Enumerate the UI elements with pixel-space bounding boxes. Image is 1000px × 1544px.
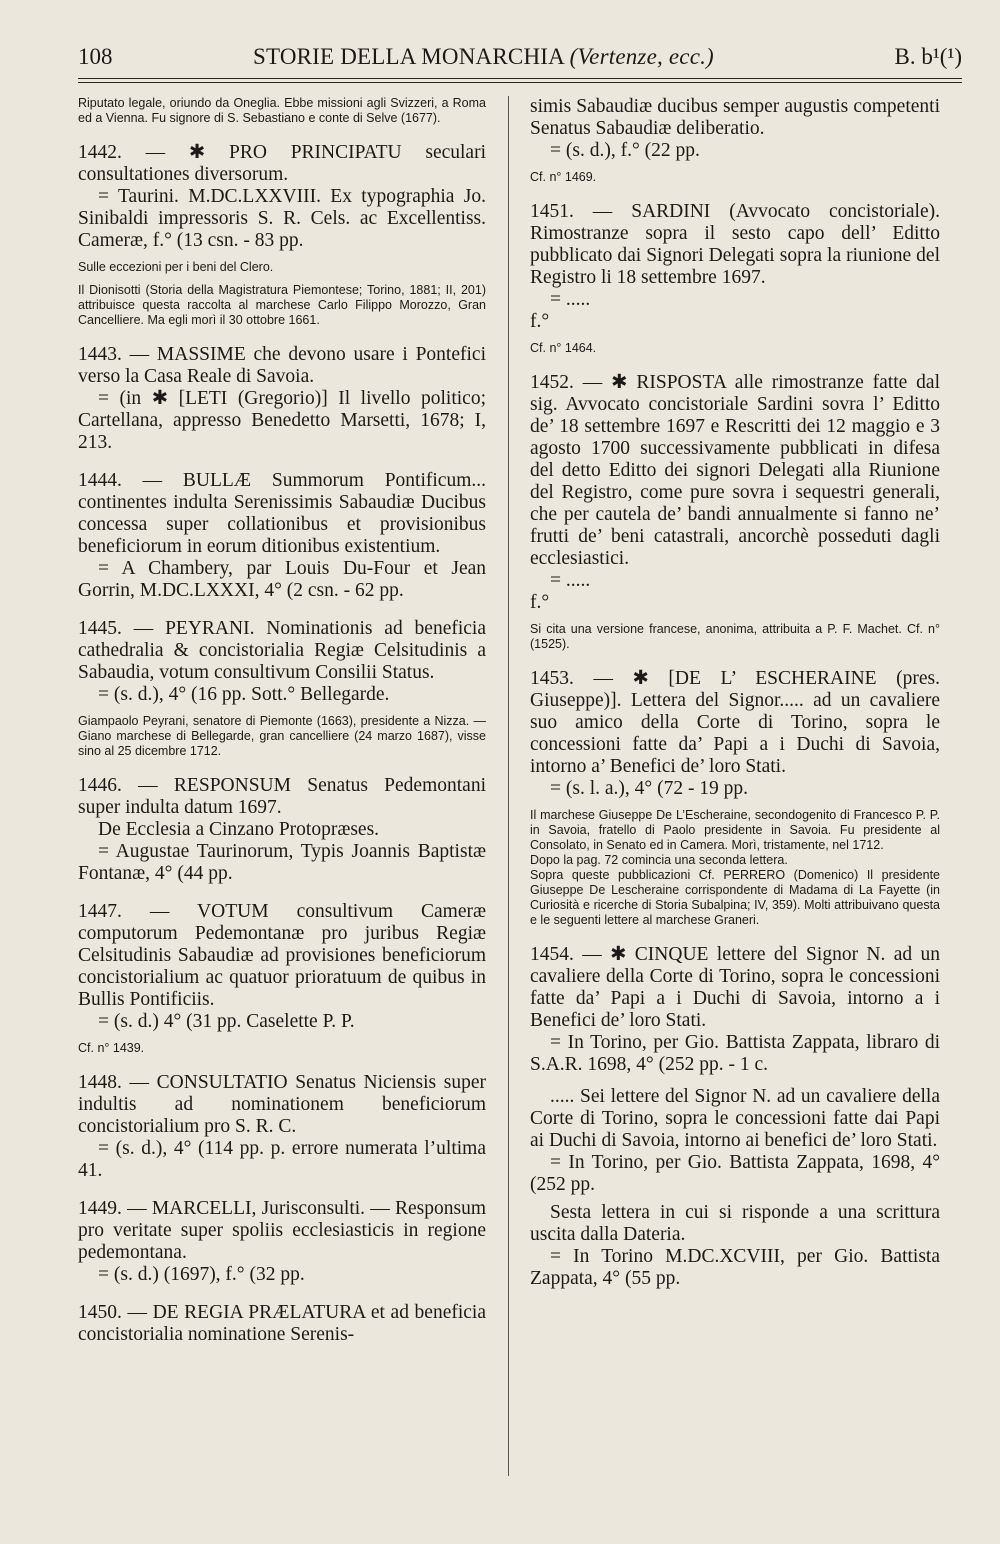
note: Cf. n° 1469. <box>530 170 597 184</box>
column-divider <box>508 96 509 1476</box>
entry-text: 1452. — ✱ RISPOSTA alle rimostranze fatte dal sig. Avvocato concistoriale Sardini sovra l’ Editto de’ 18 settembre 1697 e Rescritti dei 12 maggio e 3 agosto 1700 successivamente pubblicati in difesa del detto Editto dei signori Delegati alla Riunione del Registro, come pure sovra i sequestri generali, che per cautela de’ bandi annualmente si fanno ne’ frutti de’ beni catastrali, ancorchè posseduti dagli ecclesiastici. <box>530 372 940 569</box>
left-column <box>78 96 486 1346</box>
running-header <box>78 44 962 80</box>
imprint: = (s. d.) 4° (31 pp. Caselette P. P. <box>98 1011 355 1032</box>
note: Il Dionisotti (Storia della Magistratura Piemontese; Torino, 1881; II, 201) attribuisce questa raccolta al marchese Carlo Filippo Morozzo, Gran Cancelliere. Ma egli morì il 30 ottobre 1661. <box>78 283 486 327</box>
entry-text: 1443. — MASSIME che devono usare i Pontefici verso la Casa Reale di Savoia. <box>78 344 486 387</box>
entry-text: simis Sabaudiæ ducibus semper augustis competenti Senatus Sabaudiæ deliberatio. <box>530 96 940 139</box>
signature-mark: B. b¹(¹) <box>894 44 962 69</box>
entry-1450-cont <box>530 96 940 185</box>
entry-1443 <box>78 344 486 454</box>
note: Il marchese Giuseppe De L’Escheraine, secondogenito di Francesco P. P. in Savoia, fratello di Paolo presidente in Savoia. Fu presidente al Consolato, in Senato ed in Camera. Morì, tristamente, nel 1712. <box>530 808 940 852</box>
imprint: = (in ✱ [LETI (Gregorio)] Il livello politico; Cartellana, appresso Benedetto Marsetti, 1678; I, 213. <box>78 388 486 453</box>
continued-note: Riputato legale, oriundo da Oneglia. Ebbe missioni agli Svizzeri, a Roma ed a Vienna. Fu signore di S. Sebastiano e conte di Selve (1677). <box>78 96 486 125</box>
format: f.° <box>530 311 550 332</box>
header-rule <box>78 78 962 79</box>
entry-1447 <box>78 901 486 1056</box>
note: Giampaolo Peyrani, senatore di Piemonte (1663), presidente a Nizza. — Giano marchese di Bellegarde, gran cancelliere (24 marzo 1687), visse sino al 25 dicembre 1712. <box>78 714 486 758</box>
entry-1450 <box>78 1302 486 1346</box>
title-text: STORIE DELLA MONARCHIA <box>253 44 564 69</box>
imprint: = (s. d.), f.° (22 pp. <box>550 140 700 161</box>
entry-text: 1445. — PEYRANI. Nominationis ad beneficia cathedralia & concistorialia Regiæ Celsitudinis a Sabaudia, votum consultivum Consilii Status. <box>78 618 486 683</box>
entry-subtext: ..... Sei lettere del Signor N. ad un cavaliere della Corte di Torino, sopra le concessioni fatte dai Papi ai Duchi di Savoia, intorno ai benefici de’ loro Stati. <box>530 1086 940 1151</box>
imprint: = In Torino, per Gio. Battista Zappata, 1698, 4° (252 pp. <box>530 1152 940 1195</box>
entry-text: 1449. — MARCELLI, Jurisconsulti. — Responsum pro veritate super spoliis ecclesiasticis in regione pedemontana. <box>78 1198 486 1263</box>
imprint: = In Torino, per Gio. Battista Zappata, libraro di S.A.R. 1698, 4° (252 pp. - 1 c. <box>530 1032 940 1075</box>
entry-text: 1453. — ✱ [DE L’ ESCHERAINE (pres. Giuseppe)]. Lettera del Signor..... ad un cavaliere suo amico della Corte di Torino, sopra le concessioni fatte da’ Papi a i Duchi di Savoia, intorno a’ Benefici de’ loro Stati. <box>530 668 940 777</box>
imprint: = A Chambery, par Louis Du-Four et Jean Gorrin, M.DC.LXXXI, 4° (2 csn. - 62 pp. <box>78 558 486 601</box>
imprint: = Taurini. M.DC.LXXVIII. Ex typographia Jo. Sinibaldi impressoris S. R. Cels. ac Excellentiss. Cameræ, f.° (13 csn. - 83 pp. <box>78 186 486 251</box>
imprint: = (s. d.), 4° (114 pp. p. errore numerata l’ultima 41. <box>78 1138 486 1181</box>
entry-text: 1446. — RESPONSUM Senatus Pedemontani super indulta datum 1697. <box>78 775 486 818</box>
entry-1454 <box>530 944 940 1290</box>
entry-1445 <box>78 618 486 759</box>
entry-text: 1442. — ✱ PRO PRINCIPATU seculari consultationes diversorum. <box>78 142 486 185</box>
entry-1451 <box>530 201 940 356</box>
note: Sopra queste pubblicazioni Cf. PERRERO (Domenico) Il presidente Giuseppe De Lescheraine corrispondente di Madama di La Fayette (in Curiosità e ricerche di Storia Subalpina; IV, 359). Molti attribuivano questa e le seguenti lettere al marchese Graneri. <box>530 868 940 927</box>
entry-text: 1451. — SARDINI (Avvocato concistoriale). Rimostranze sopra il sesto capo dell’ Editto pubblicato dai Signori Delegati sopra la riunione del Registro li 18 settembre 1697. <box>530 201 940 288</box>
running-title <box>253 44 714 70</box>
note: Cf. n° 1464. <box>530 341 597 355</box>
entry-1452 <box>530 372 940 652</box>
note: Si cita una versione francese, anonima, attribuita a P. F. Machet. Cf. n° (1525). <box>530 622 940 651</box>
imprint: = (s. d.), 4° (16 pp. Sott.° Bellegarde. <box>98 684 390 705</box>
entry-1449 <box>78 1198 486 1286</box>
right-column <box>530 96 940 1290</box>
entry-text: 1454. — ✱ CINQUE lettere del Signor N. ad un cavaliere della Corte di Torino, sopra le concessioni fatte da’ Papi a i Duchi di Savoia, intorno a i Benefici de’ loro Stati. <box>530 944 940 1031</box>
note: Cf. n° 1439. <box>78 1041 145 1055</box>
entry-text: 1448. — CONSULTATIO Senatus Niciensis super indultis ad nominationem beneficiorum concistorialium pro S. R. C. <box>78 1072 486 1137</box>
entry-1442 <box>78 142 486 328</box>
entry-text: 1444. — BULLÆ Summorum Pontificum... continentes indulta Serenissimis Sabaudiæ Ducibus concessa super collationibus et provisionibus beneficiorum in eorum ditionibus existentium. <box>78 470 486 557</box>
format: f.° <box>530 592 550 613</box>
imprint: = (s. l. a.), 4° (72 - 19 pp. <box>550 778 749 799</box>
entry-text: 1447. — VOTUM consultivum Cameræ computorum Pedemontanæ pro juribus Regiæ Celsitudinis Sabaudiæ ad provisiones beneficiorum concistorialium ac quatuor prioratuum de quibus in Bullis Pontificiis. <box>78 901 486 1010</box>
title-subtitle: (Vertenze, ecc.) <box>569 44 714 69</box>
imprint: = Augustae Taurinorum, Typis Joannis Baptistæ Fontanæ, 4° (44 pp. <box>78 841 486 884</box>
entry-subtext: Sesta lettera in cui si risponde a una scrittura uscita dalla Dateria. <box>530 1202 940 1245</box>
header-rule-thin <box>78 82 962 83</box>
entry-text: 1450. — DE REGIA PRÆLATURA et ad beneficia concistorialia nominatione Serenis- <box>78 1302 486 1345</box>
imprint: = ..... <box>550 289 591 310</box>
imprint: = In Torino M.DC.XCVIII, per Gio. Battista Zappata, 4° (55 pp. <box>530 1246 940 1289</box>
note: Sulle eccezioni per i beni del Clero. <box>78 260 274 274</box>
imprint: = ..... <box>550 570 591 591</box>
entry-1453 <box>530 668 940 928</box>
imprint: = (s. d.) (1697), f.° (32 pp. <box>98 1264 305 1285</box>
note: Dopo la pag. 72 comincia una seconda lettera. <box>530 853 788 867</box>
entry-subtext: De Ecclesia a Cinzano Protopræses. <box>98 819 380 840</box>
entry-1446 <box>78 775 486 885</box>
entry-1448 <box>78 1072 486 1182</box>
page-number: 108 <box>78 44 113 69</box>
entry-1444 <box>78 470 486 602</box>
